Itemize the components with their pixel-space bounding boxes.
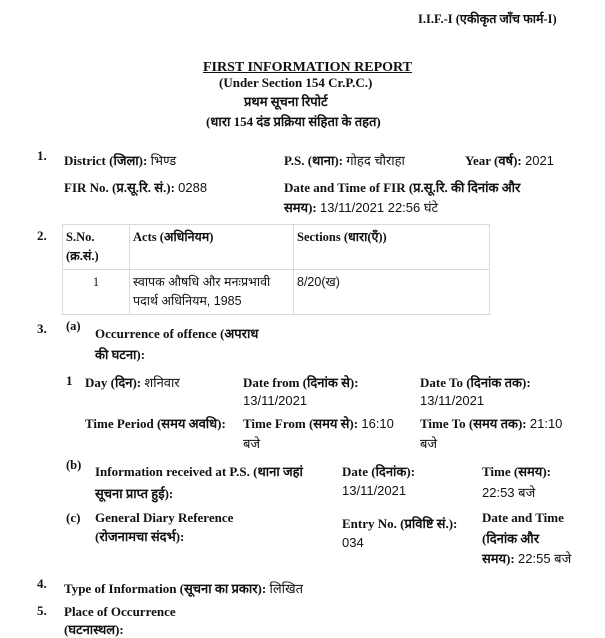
- entry-number-value: 034: [342, 535, 364, 550]
- header-sno: [63, 225, 130, 270]
- section-3-number: 3.: [37, 321, 47, 336]
- day-value: शनिवार: [144, 375, 180, 390]
- subsection-a-tag: (a): [66, 319, 81, 333]
- header-sections: Sections (धारा(एँ)): [294, 225, 490, 270]
- fir-datetime-value: 13/11/2021 22:56 घंटे: [320, 200, 439, 215]
- police-station-label: P.S. (थाना):: [284, 153, 343, 168]
- table-row: [63, 270, 490, 315]
- occurrence-label-line2: की घटना):: [95, 347, 146, 362]
- gd-datetime-value: 22:55 बजे: [518, 551, 572, 566]
- subsection-c-tag: (c): [66, 510, 81, 525]
- time-from-unit: बजे: [243, 436, 261, 451]
- district-value: भिण्ड: [150, 153, 177, 168]
- info-received-label-line1: Information received at P.S. (थाना जहां: [95, 464, 303, 479]
- gd-datetime-field: [482, 549, 571, 567]
- info-date-label: Date (दिनांक):: [342, 464, 416, 479]
- fir-datetime-label-line2: समय):: [284, 200, 317, 215]
- acts-table-header: [63, 225, 490, 270]
- section-4-number: 4.: [37, 576, 47, 591]
- form-id: I.I.F.-I (एकीकृत जाँच फार्म-I): [418, 12, 557, 26]
- place-of-occurrence-label-line1: Place of Occurrence: [64, 604, 176, 619]
- occurrence-item-number: 1: [66, 373, 73, 388]
- subsection-b-tag: (b): [66, 458, 82, 472]
- time-to-label: Time To (समय तक):: [420, 416, 527, 431]
- cell-act-line1: स्वापक औषधि और मनःप्रभावी: [133, 275, 271, 289]
- year-field: [465, 151, 554, 169]
- date-to-value: 13/11/2021: [420, 393, 485, 408]
- date-from-value: 13/11/2021: [243, 393, 308, 408]
- gd-datetime-label-line1: Date and Time: [482, 510, 564, 525]
- report-title: FIRST INFORMATION REPORT: [203, 60, 413, 75]
- info-time-label: Time (समय):: [482, 464, 551, 479]
- fir-datetime-label-line1: Date and Time of FIR (प्र.सू.रि. की दिनांक और: [284, 180, 521, 195]
- info-date-value: 13/11/2021: [342, 483, 407, 498]
- report-subtitle: (Under Section 154 Cr.P.C.): [219, 75, 373, 90]
- gd-datetime-label-line3: समय):: [482, 551, 515, 566]
- police-station-value: गोहद चौराहा: [346, 153, 405, 168]
- general-diary-label-line1: General Diary Reference: [95, 510, 234, 525]
- district-label: District (जिला):: [64, 153, 148, 168]
- cell-act: [130, 270, 294, 315]
- header-sno-line2: (क्र.सं.): [66, 249, 99, 263]
- gd-datetime-label-line2: (दिनांक और: [482, 531, 540, 546]
- time-to-unit: बजे: [420, 436, 438, 451]
- cell-sections: 8/20(ख): [294, 270, 490, 315]
- time-to-value: 21:10: [529, 416, 563, 431]
- cell-sno: 1: [63, 270, 130, 315]
- date-from-label: Date from (दिनांक से):: [243, 375, 359, 390]
- header-sno-line1: S.No.: [66, 230, 95, 244]
- report-subtitle-hindi: (धारा 154 दंड प्रक्रिया संहिता के तहत): [206, 114, 381, 129]
- fir-number-field: [64, 178, 207, 196]
- time-period-label: Time Period (समय अवधि):: [85, 416, 226, 431]
- report-title-hindi: प्रथम सूचना रिपोर्ट: [244, 94, 328, 109]
- time-to-field: [420, 414, 562, 432]
- cell-act-line2: पदार्थ अधिनियम, 1985: [133, 294, 242, 308]
- section-5-number: 5.: [37, 603, 47, 618]
- info-time-value: 22:53 बजे: [482, 485, 536, 500]
- place-of-occurrence-label-line2: (घटनास्थल):: [64, 622, 124, 637]
- acts-table: [62, 224, 490, 315]
- general-diary-label-line2: (रोजनामचा संदर्भ):: [95, 529, 185, 544]
- date-to-label: Date To (दिनांक तक):: [420, 375, 531, 390]
- entry-number-label: Entry No. (प्रविष्टि सं.):: [342, 516, 458, 531]
- section-1-number: 1.: [37, 148, 47, 163]
- fir-datetime-field: [284, 198, 438, 216]
- info-type-field: [64, 579, 303, 597]
- info-type-value: लिखित: [269, 581, 304, 596]
- time-from-label: Time From (समय से):: [243, 416, 359, 431]
- occurrence-label-line1: Occurrence of offence (अपराध: [95, 326, 259, 341]
- district-field: [64, 151, 176, 169]
- police-station-field: [284, 151, 405, 169]
- fir-number-value: 0288: [178, 180, 208, 195]
- header-acts: Acts (अधिनियम): [130, 225, 294, 270]
- info-received-label-line2: सूचना प्राप्त हुई):: [95, 486, 174, 501]
- fir-number-label: FIR No. (प्र.सू.रि. सं.):: [64, 180, 175, 195]
- year-value: 2021: [524, 153, 554, 168]
- time-from-value: 16:10: [361, 416, 394, 431]
- day-label: Day (दिन):: [85, 375, 142, 390]
- time-from-field: [243, 414, 394, 432]
- section-2-number: 2.: [37, 228, 47, 243]
- year-label: Year (वर्ष):: [465, 153, 522, 168]
- day-field: [85, 373, 180, 391]
- info-type-label: Type of Information (सूचना का प्रकार):: [64, 581, 267, 596]
